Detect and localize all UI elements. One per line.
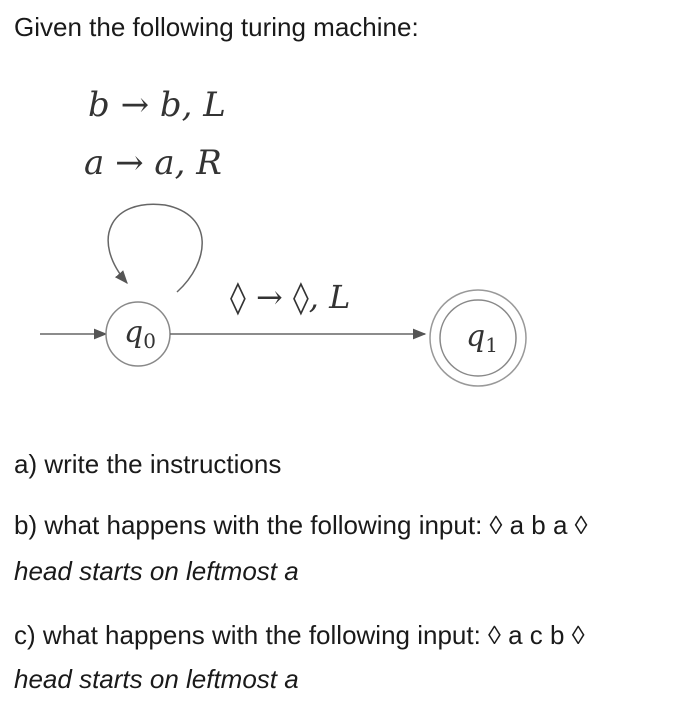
intro-text: Given the following turing machine: (14, 12, 419, 42)
question-c-note: head starts on leftmost a (14, 664, 299, 694)
self-loop-arrow (108, 204, 202, 292)
turing-machine-diagram (0, 70, 678, 410)
state-q0-sub: 0 (143, 329, 156, 353)
state-q0 (106, 302, 170, 366)
state-q1-name: q (466, 319, 486, 354)
state-q1 (430, 290, 526, 386)
state-q0-name: q (124, 315, 144, 350)
question-c: c) what happens with the following input: ◊ a c b ◊ (14, 620, 585, 650)
transition-label: ◊ → ◊, L (230, 278, 351, 316)
state-q1-sub: 1 (485, 333, 498, 357)
question-b-note: head starts on leftmost a (14, 556, 299, 586)
question-b: b) what happens with the following input: ◊ a b a ◊ (14, 510, 588, 540)
loop-label-a: a → a, R (84, 143, 222, 183)
question-a: a) write the instructions (14, 449, 282, 479)
loop-label-b: b → b, L (88, 85, 226, 125)
